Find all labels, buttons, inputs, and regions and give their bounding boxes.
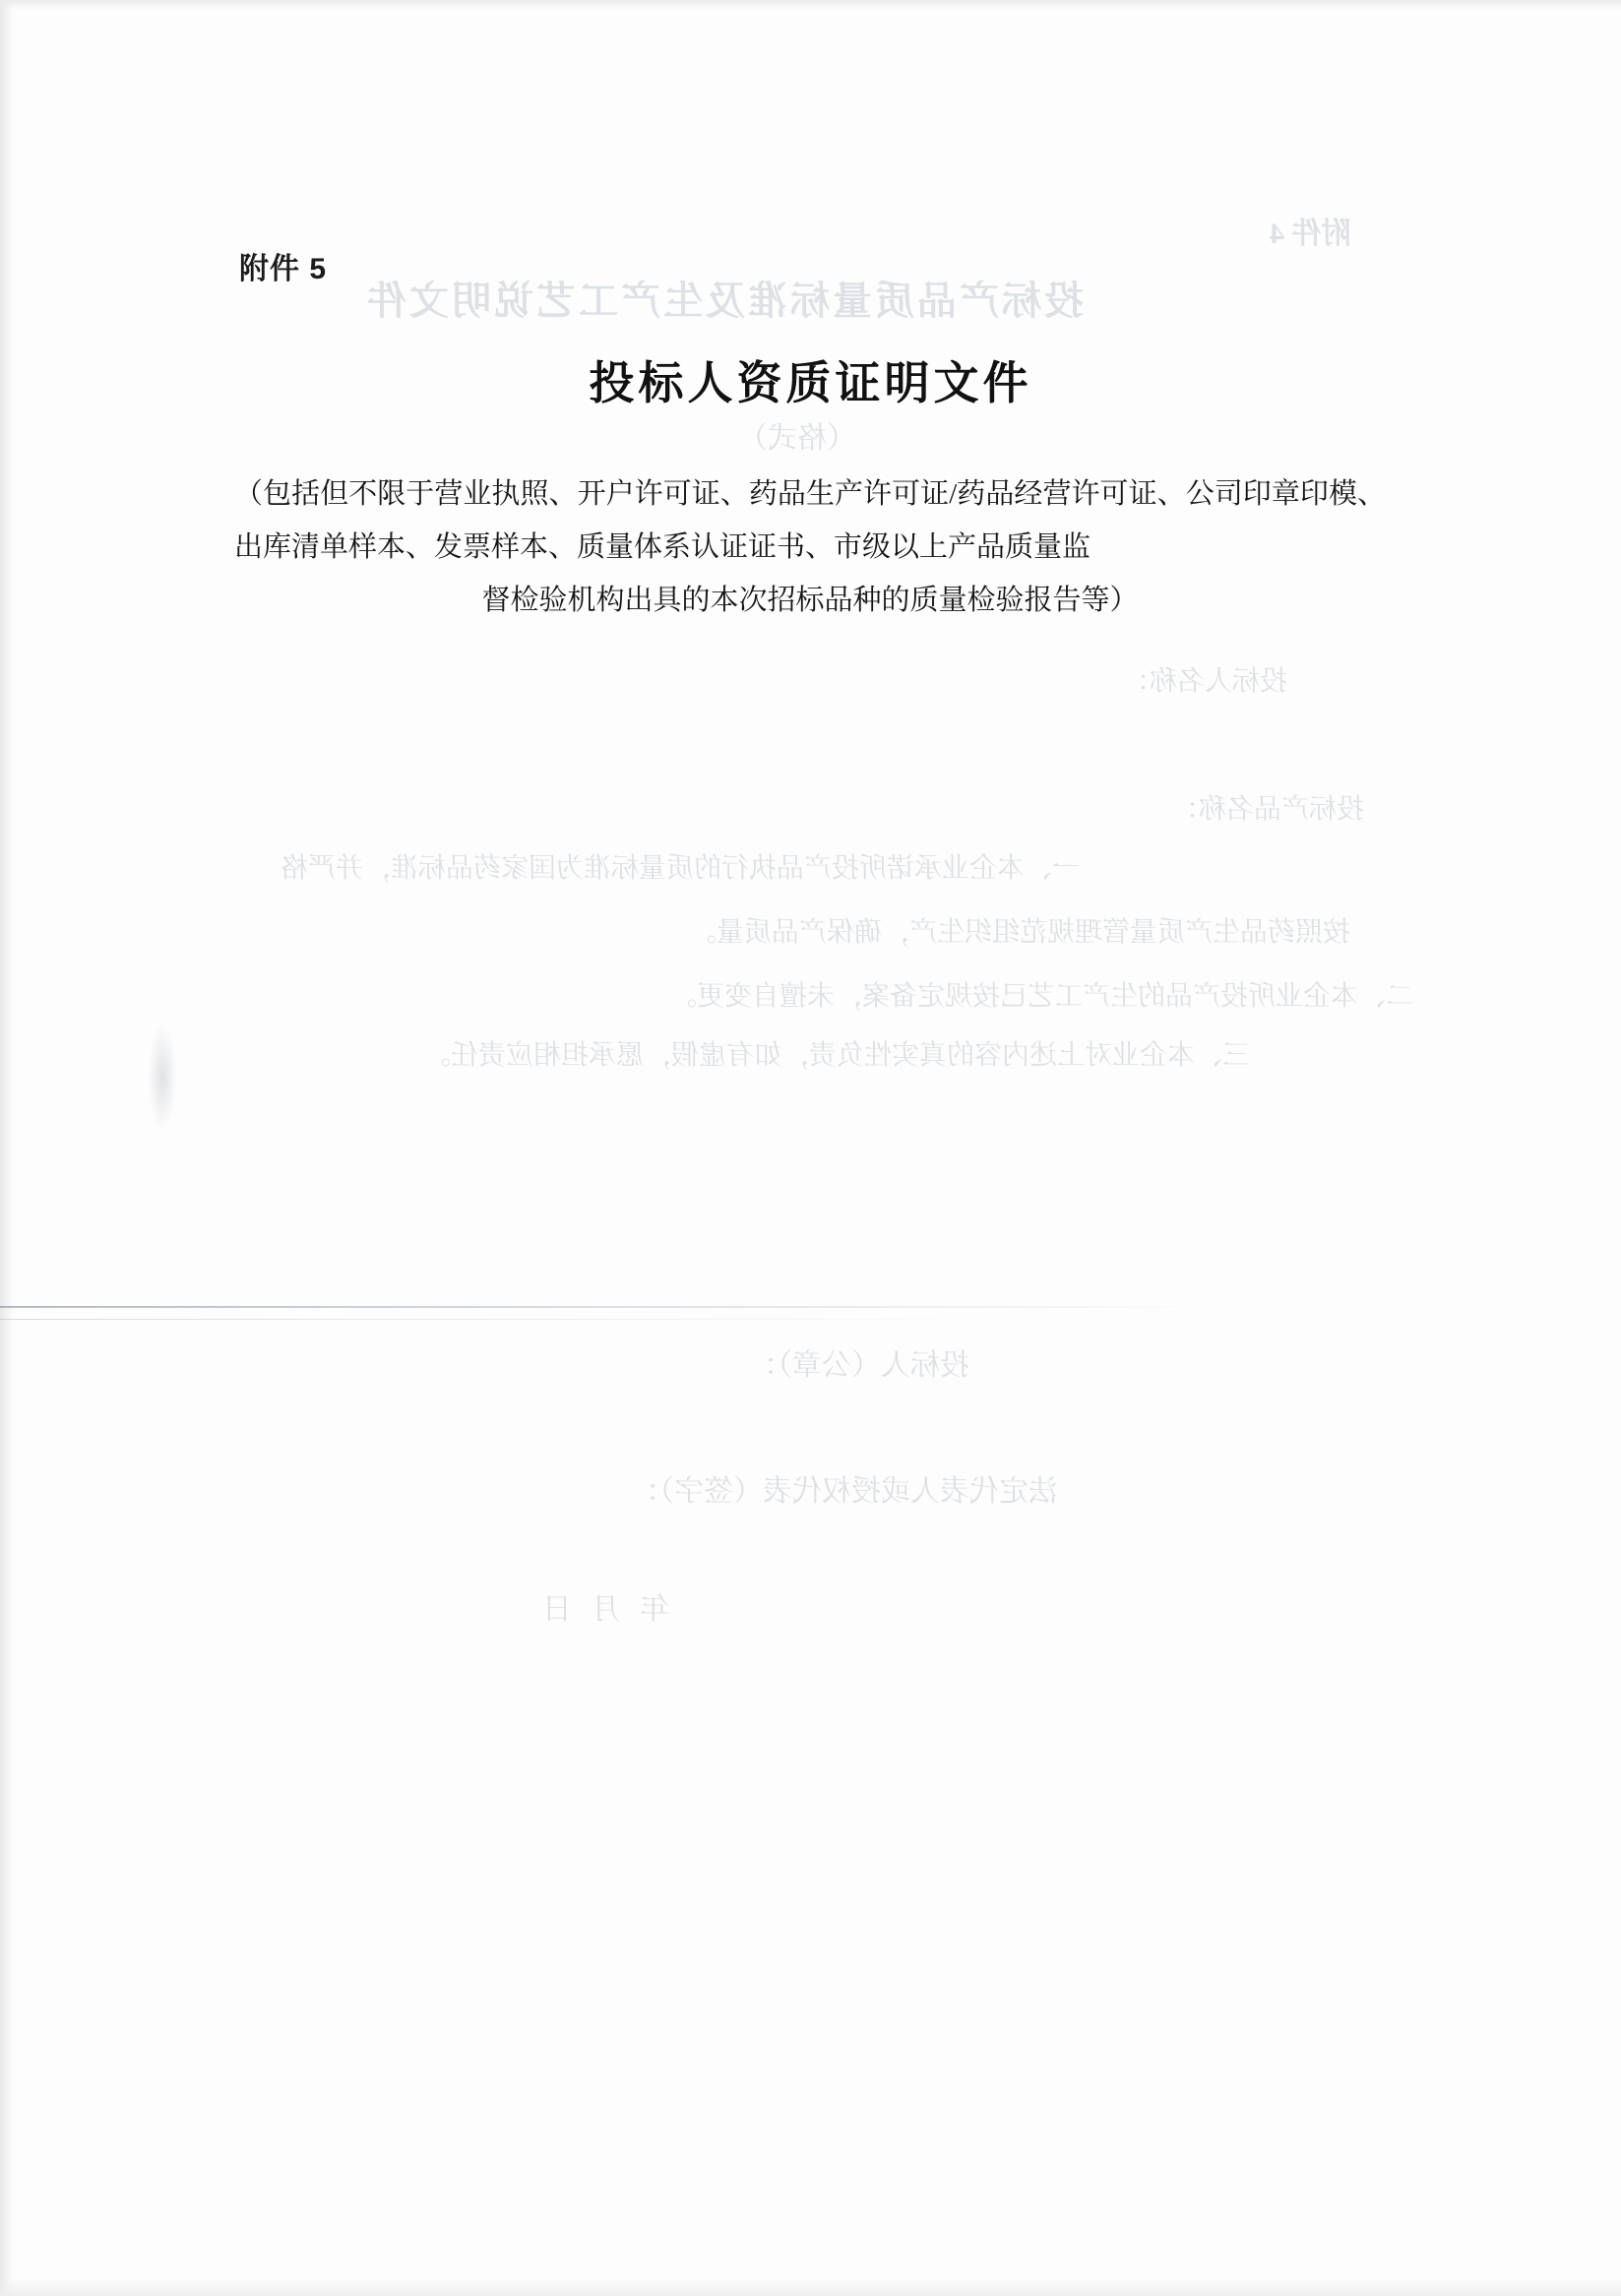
scan-edge-shading-bottom xyxy=(0,2278,1621,2296)
scan-smudge xyxy=(148,1024,177,1132)
note-line-3: 督检验机构出具的本次招标品种的质量检验报告等） xyxy=(481,585,1139,616)
bleed-text: 年 月 日 xyxy=(536,1593,669,1626)
bleed-text: 按照药品生产质量管理规范组织生产，确保产品质量。 xyxy=(689,917,1351,948)
attachment-label: 附件 5 xyxy=(239,253,328,285)
bleed-text: 三、本企业对上述内容的真实性负责，如有虚假，愿承担相应责任。 xyxy=(423,1040,1251,1071)
bleed-text: 投标产品名称： xyxy=(1171,794,1365,825)
bleed-text: 一、本企业承诺所投产品执行的质量标准为国家药品标准，并严格 xyxy=(281,853,1081,884)
scan-edge-shading-top xyxy=(0,0,1621,10)
bleed-text: 法定代表人或授权代表（签字）： xyxy=(630,1475,1058,1508)
bleed-text: 投标人（公章）： xyxy=(748,1349,969,1382)
document-note xyxy=(234,467,1386,627)
scan-edge-shading-left xyxy=(0,0,14,2296)
bleed-text: 附件 4 xyxy=(1270,217,1351,250)
note-line-2: 印章印模、出库清单样本、发票样本、质量体系认证证书、市级以上产品质量监 xyxy=(234,478,1386,563)
scan-fold-line xyxy=(0,1306,1621,1308)
scan-fold-line-secondary xyxy=(0,1319,1005,1320)
page-title: 投标人资质证明文件 xyxy=(589,356,1032,408)
bleed-text: 投标人名称： xyxy=(1122,666,1288,697)
bleed-text: 投标产品质量标准及生产工艺说明文件 xyxy=(364,279,1084,323)
bleed-text: 二、本企业所投产品的生产工艺已按规定备案，未擅自变更。 xyxy=(669,981,1414,1012)
bleed-text: （格式） xyxy=(738,422,856,455)
note-line-1: （包括但不限于营业执照、开户许可证、药品生产许可证/药品经营许可证、公司 xyxy=(234,478,1243,510)
